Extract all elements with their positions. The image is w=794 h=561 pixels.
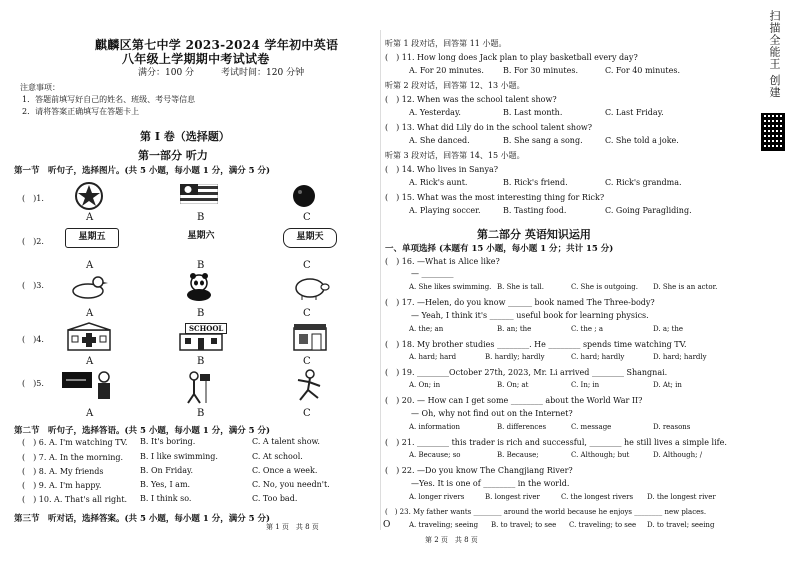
q21-c: C. Although; but: [571, 451, 630, 459]
q13-b: B. She sang a song.: [503, 136, 583, 145]
q10-b: B. I think so.: [140, 494, 192, 503]
q12-c: C. Last Friday.: [605, 108, 664, 117]
q18-c: C. hard; hardly: [571, 353, 625, 361]
q3-pig-icon: [292, 274, 332, 300]
q16-a: A. She likes swimming.: [409, 283, 492, 291]
q23-d: D. to travel; seeing: [647, 521, 715, 529]
q11-c: C. For 40 minutes.: [605, 66, 680, 75]
q19-d: D. At; in: [653, 381, 682, 389]
q8-a: ( ) 8. A. My friends: [22, 467, 104, 476]
q3-duck-icon: [68, 274, 108, 300]
q9-a: ( ) 9. A. I'm happy.: [22, 481, 102, 490]
q1-option-a: A: [86, 212, 94, 223]
q4-school-sign: SCHOOL: [185, 323, 227, 334]
q19-a: A. On; in: [409, 381, 441, 389]
note-1: 1．答题前填写好自己的姓名、班级、考号等信息: [22, 95, 196, 104]
q21-b: B. Because;: [497, 451, 539, 459]
q4-hospital-icon: [64, 322, 114, 352]
q11-a: A. For 20 minutes.: [409, 66, 484, 75]
q11-b: B. For 30 minutes.: [503, 66, 579, 75]
q4-shop-icon: [290, 322, 330, 352]
q14-stem: ( ) 14. Who lives in Sanya?: [385, 165, 499, 174]
intro-dialogue-3: 听第 3 段对话，回答第 14、15 小题。: [385, 151, 525, 160]
q9-c: C. No, you needn't.: [252, 480, 330, 489]
q21-a: A. Because; so: [409, 451, 461, 459]
q17-stem: ( ) 17. —Helen, do you know ______ book named The Three-body?: [385, 298, 655, 307]
q16-d: D. She is an actor.: [653, 283, 718, 291]
intro-dialogue-1: 听第 1 段对话，回答第 11 小题。: [385, 39, 507, 48]
q23-b: B. to travel; to see: [491, 521, 557, 529]
q15-b: B. Tasting food.: [503, 206, 567, 215]
part2-heading: 第二部分 英语知识运用: [477, 228, 591, 241]
qr-code-icon: [761, 113, 785, 151]
q12-b: B. Last month.: [503, 108, 563, 117]
q14-c: C. Rick's grandma.: [605, 178, 682, 187]
q14-a: A. Rick's aunt.: [409, 178, 468, 187]
q20-stem: ( ) 20. — How can I get some ________ about the World War II?: [385, 396, 643, 405]
q22-c: C. the longest rivers: [561, 493, 634, 501]
volume-heading: 第 I 卷（选择题）: [140, 130, 230, 143]
q17-reply: — Yeah, I think it's ______ useful book for learning physics.: [411, 311, 649, 320]
q14-b: B. Rick's friend.: [503, 178, 568, 187]
q3-option-b: B: [197, 308, 205, 319]
q1-option-b: B: [197, 212, 205, 223]
q19-b: B. On; at: [497, 381, 529, 389]
notes-heading: 注意事项：: [20, 83, 60, 92]
right-page: [385, 0, 730, 561]
q12-a: A. Yesterday.: [409, 108, 461, 117]
q20-reply: — Oh, why not find out on the Internet?: [411, 409, 573, 418]
part1-heading: 第一部分 听力: [138, 149, 208, 162]
q17-a: A. the; an: [409, 325, 444, 333]
q4-label: ( )4.: [22, 335, 44, 344]
q1-emblem-icon: [73, 181, 105, 211]
scanner-watermark: 扫描全能王 创建: [768, 10, 781, 99]
q13-c: C. She told a joke.: [605, 136, 679, 145]
q18-stem: ( ) 18. My brother studies ________. He ________ spends time watching TV.: [385, 340, 687, 349]
section3-heading: 第三节 听对话，选择答案。(共 5 小题，每小题 1 分，满分 5 分): [14, 514, 271, 524]
q4-option-b: B: [197, 356, 205, 367]
q20-c: C. message: [571, 423, 612, 431]
q3-option-a: A: [86, 308, 94, 319]
note-2: 2．请将答案正确填写在答题卡上: [22, 107, 140, 116]
exam-meta: 满分：100 分 考试时间：120 分钟: [138, 68, 305, 78]
q23-stem: ( ) 23. My father wants ________ around the world because he enjoys ________ new places.: [385, 508, 707, 516]
q5-runner-icon: [290, 368, 330, 404]
q13-stem: ( ) 13. What did Lily do in the school talent show?: [385, 123, 593, 132]
center-circle-mark: O: [383, 520, 391, 530]
q1-ball-icon: [291, 184, 317, 208]
q2-option-c: C: [303, 260, 311, 271]
section2-heading: 第二节 听句子，选择答语。(共 5 小题，每小题 1 分，满分 5 分): [14, 426, 271, 436]
q2-option-a: A: [86, 260, 94, 271]
left-footer: 第 1 页 共 8 页: [266, 523, 319, 531]
q23-a: A. traveling; seeing: [409, 521, 479, 529]
q2-saturday-box: 星期六: [187, 231, 215, 241]
q5-label: ( )5.: [22, 379, 44, 388]
q15-c: C. Going Paragliding.: [605, 206, 692, 215]
q7-a: ( ) 7. A. In the morning.: [22, 453, 124, 462]
q16-stem: ( ) 16. —What is Alice like?: [385, 257, 500, 266]
exam-subtitle: 八年级上学期期中考试试卷: [122, 52, 270, 66]
q18-a: A. hard; hard: [409, 353, 457, 361]
q6-c: C. A talent show.: [252, 437, 320, 446]
left-page: [0, 0, 380, 561]
q1-option-c: C: [303, 212, 311, 223]
q10-c: C. Too bad.: [252, 494, 298, 503]
q16-b: B. She is tall.: [497, 283, 545, 291]
q16-c: C. She is outgoing.: [571, 283, 638, 291]
q18-b: B. hardly; hardly: [485, 353, 545, 361]
q16-blank: — ________: [411, 269, 454, 278]
q9-b: B. Yes, I am.: [140, 480, 191, 489]
q20-b: B. differences: [497, 423, 547, 431]
q2-label: ( )2.: [22, 237, 44, 246]
q5-teacher-icon: [60, 368, 118, 404]
q22-b: B. longest river: [485, 493, 540, 501]
q1-flag-icon: [180, 184, 218, 204]
q7-c: C. At school.: [252, 452, 303, 461]
q15-stem: ( ) 15. What was the most interesting thing for Rick?: [385, 193, 605, 202]
exam-title: 麒麟区第七中学 2023-2024 学年初中英语: [95, 38, 339, 52]
q11-stem: ( ) 11. How long does Jack plan to play basketball every day?: [385, 53, 638, 62]
q6-b: B. It's boring.: [140, 437, 196, 446]
q22-d: D. the longest river: [647, 493, 716, 501]
q8-b: B. On Friday.: [140, 466, 194, 475]
q3-panda-icon: [181, 272, 217, 302]
q6-a: ( ) 6. A. I'm watching TV.: [22, 438, 128, 447]
q3-label: ( )3.: [22, 281, 44, 290]
q20-d: D. reasons: [653, 423, 691, 431]
q17-b: B. an; the: [497, 325, 532, 333]
q20-a: A. information: [409, 423, 460, 431]
q5-option-a: A: [86, 408, 94, 419]
q17-c: C. the ; a: [571, 325, 604, 333]
q18-d: D. hard; hardly: [653, 353, 707, 361]
q12-stem: ( ) 12. When was the school talent show?: [385, 95, 557, 104]
q21-stem: ( ) 21. ________ this trader is rich and successful, ________ he still lives a simple life.: [385, 438, 727, 447]
q5-option-c: C: [303, 408, 311, 419]
q4-school-icon: [178, 332, 224, 352]
q19-stem: ( ) 19. ________October 27th, 2023, Mr. Li arrived ________ Shangnai.: [385, 368, 668, 377]
single-choice-heading: 一、单项选择 (本题有 15 小题，每小题 1 分；共计 15 分): [385, 244, 614, 254]
q22-a: A. longer rivers: [409, 493, 465, 501]
right-footer: 第 2 页 共 8 页: [425, 536, 478, 544]
q4-option-a: A: [86, 356, 94, 367]
page-divider: [380, 30, 381, 530]
q2-sunday-box: 星期天: [283, 228, 337, 248]
q21-d: D. Although; /: [653, 451, 703, 459]
q23-c: C. traveling; to see: [569, 521, 637, 529]
q1-label: ( )1.: [22, 194, 44, 203]
q15-a: A. Playing soccer.: [409, 206, 481, 215]
q5-option-b: B: [197, 408, 205, 419]
q4-option-c: C: [303, 356, 311, 367]
q3-option-c: C: [303, 308, 311, 319]
q5-photographer-icon: [180, 370, 220, 404]
q2-option-b: B: [197, 260, 205, 271]
q10-a: ( ) 10. A. That's all right.: [22, 495, 128, 504]
q7-b: B. I like swimming.: [140, 452, 218, 461]
section1-heading: 第一节 听句子，选择图片。(共 5 小题，每小题 1 分，满分 5 分): [14, 166, 271, 176]
q19-c: C. In; in: [571, 381, 600, 389]
q22-reply: —Yes. It is one of ________ in the world.: [411, 479, 570, 488]
q17-d: D. a; the: [653, 325, 684, 333]
q13-a: A. She danced.: [409, 136, 470, 145]
q22-stem: ( ) 22. —Do you know The Changjiang River?: [385, 466, 573, 475]
intro-dialogue-2: 听第 2 段对话，回答第 12、13 小题。: [385, 81, 525, 90]
q8-c: C. Once a week.: [252, 466, 318, 475]
q2-friday-box: 星期五: [65, 228, 119, 248]
